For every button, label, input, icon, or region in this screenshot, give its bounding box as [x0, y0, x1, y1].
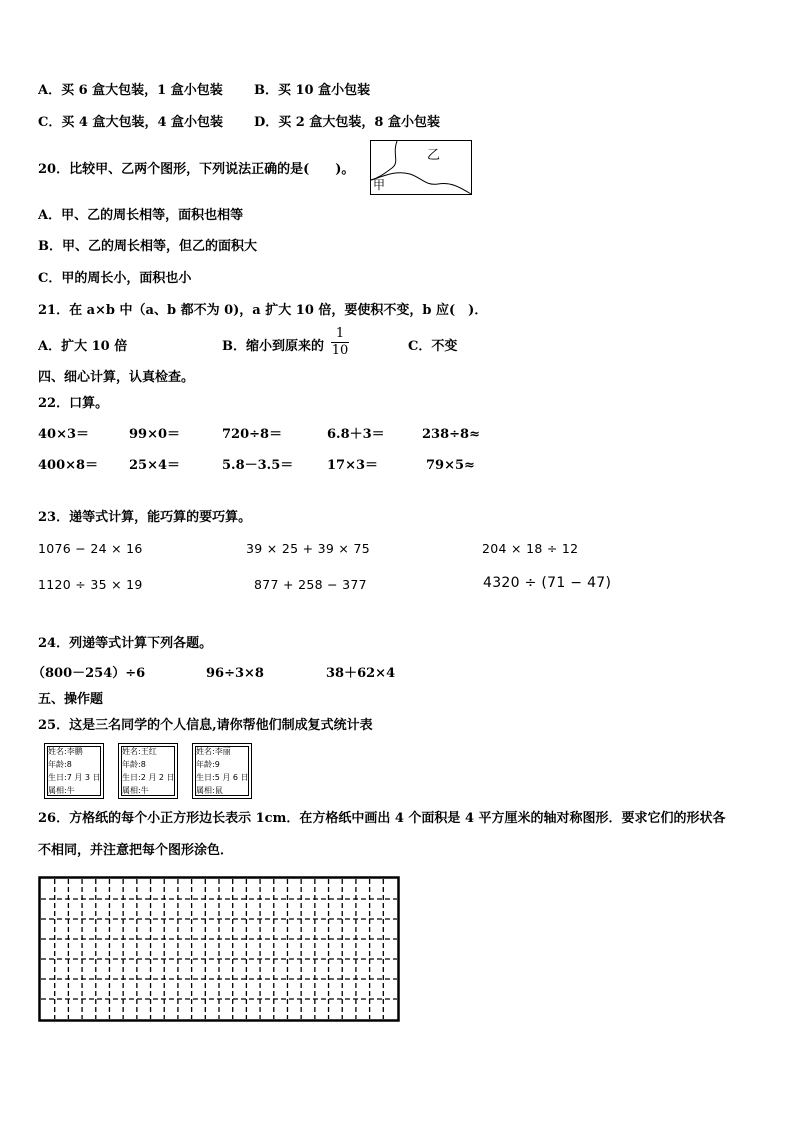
info-card-birthday: 生日:7 月 3 日 — [48, 773, 101, 782]
q20-option-b: B．甲、乙的周长相等，但乙的面积大 — [38, 239, 257, 254]
grid-paper-svg — [38, 876, 400, 1022]
q22-r2-c5: 79×5≈ — [426, 458, 475, 473]
q19-option-c: C．买 4 盒大包装，4 盒小包装 — [38, 115, 224, 130]
q21-fraction-denominator: 10 — [331, 343, 349, 358]
q20-stem: 20．比较甲、乙两个图形，下列说法正确的是( )。 — [38, 162, 355, 177]
info-card-name: 姓名:王红 — [122, 747, 157, 756]
info-card-3 — [192, 743, 252, 799]
grid-paper — [38, 876, 400, 1022]
q23-r1-c3: 204 × 18 ÷ 12 — [482, 541, 579, 556]
q22-r1-c4: 6.8＋3＝ — [327, 427, 385, 442]
q24-stem: 24．列递等式计算下列各题。 — [38, 636, 213, 651]
q23-r1-c1: 1076 − 24 × 16 — [38, 541, 143, 556]
section-4-heading: 四、细心计算，认真检查。 — [38, 370, 195, 385]
q26-line-2: 不相同，并注意把每个图形涂色． — [38, 843, 234, 858]
info-card-zodiac: 属相:鼠 — [196, 786, 223, 795]
q22-r1-c3: 720÷8＝ — [222, 427, 283, 442]
info-card-age: 年龄:8 — [48, 760, 72, 769]
q19-option-b: B．买 10 盒小包装 — [254, 83, 371, 98]
q22-r1-c5: 238÷8≈ — [422, 427, 480, 442]
q20-option-c: C．甲的周长小，面积也小 — [38, 271, 192, 286]
q21-option-b: B．缩小到原来的 — [222, 339, 324, 354]
q23-r1-c2: 39 × 25 + 39 × 75 — [246, 541, 370, 556]
info-card-1 — [44, 743, 104, 799]
info-card-birthday: 生日:2 月 2 日 — [122, 773, 175, 782]
q22-r2-c3: 5.8－3.5＝ — [222, 458, 294, 473]
q23-r2-c3: 4320 ÷ (71 − 47) — [483, 575, 612, 591]
info-card-name: 姓名:李鹏 — [48, 747, 83, 756]
q21-fraction-numerator: 1 — [335, 326, 345, 341]
q22-r1-c2: 99×0＝ — [129, 427, 181, 442]
info-card-zodiac: 属相:牛 — [48, 786, 75, 795]
q19-option-a: A．买 6 盒大包装，1 盒小包装 — [38, 83, 223, 98]
q21-fraction — [331, 327, 349, 358]
q20-label-jia: 甲 — [373, 178, 386, 192]
q21-option-a: A．扩大 10 倍 — [38, 339, 128, 354]
q20-figure — [370, 140, 472, 195]
q20-figure-svg — [370, 140, 472, 195]
q25-stem: 25．这是三名同学的个人信息,请你帮他们制成复式统计表 — [38, 718, 373, 733]
q22-r2-c4: 17×3＝ — [327, 458, 379, 473]
section-5-heading: 五、操作题 — [38, 692, 104, 707]
info-card-2 — [118, 743, 178, 799]
q23-r2-c1: 1120 ÷ 35 × 19 — [38, 577, 143, 592]
q21-stem: 21．在 a×b 中（a、b 都不为 0)，a 扩大 10 倍，要使积不变，b 应( )． — [38, 303, 488, 318]
q20-label-yi: 乙 — [427, 148, 441, 163]
q22-r2-c2: 25×4＝ — [129, 458, 181, 473]
q24-item-3: 38＋62×4 — [326, 666, 396, 681]
q22-r2-c1: 400×8＝ — [38, 458, 99, 473]
q19-option-d: D．买 2 盒大包装，8 盒小包装 — [254, 115, 440, 130]
info-card-zodiac: 属相:牛 — [122, 786, 149, 795]
q23-stem: 23．递等式计算，能巧算的要巧算。 — [38, 510, 252, 525]
q22-r1-c1: 40×3＝ — [38, 427, 90, 442]
info-card-age: 年龄:9 — [196, 760, 220, 769]
info-card-name: 姓名:李丽 — [196, 747, 231, 756]
info-card-age: 年龄:8 — [122, 760, 146, 769]
info-card-birthday: 生日:5 月 6 日 — [196, 773, 249, 782]
q20-option-a: A．甲、乙的周长相等，面积也相等 — [38, 208, 244, 223]
q23-r2-c2: 877 + 258 − 377 — [254, 577, 367, 592]
q26-line-1: 26．方格纸的每个小正方形边长表示 1cm．在方格纸中画出 4 个面积是 4 平方厘米的轴对称图形．要求它们的形状各 — [38, 811, 726, 826]
q24-item-1: （800－254）÷6 — [32, 666, 146, 681]
q21-option-c: C．不变 — [408, 339, 458, 354]
q24-item-2: 96÷3×8 — [206, 666, 264, 681]
q22-stem: 22．口算。 — [38, 396, 109, 411]
